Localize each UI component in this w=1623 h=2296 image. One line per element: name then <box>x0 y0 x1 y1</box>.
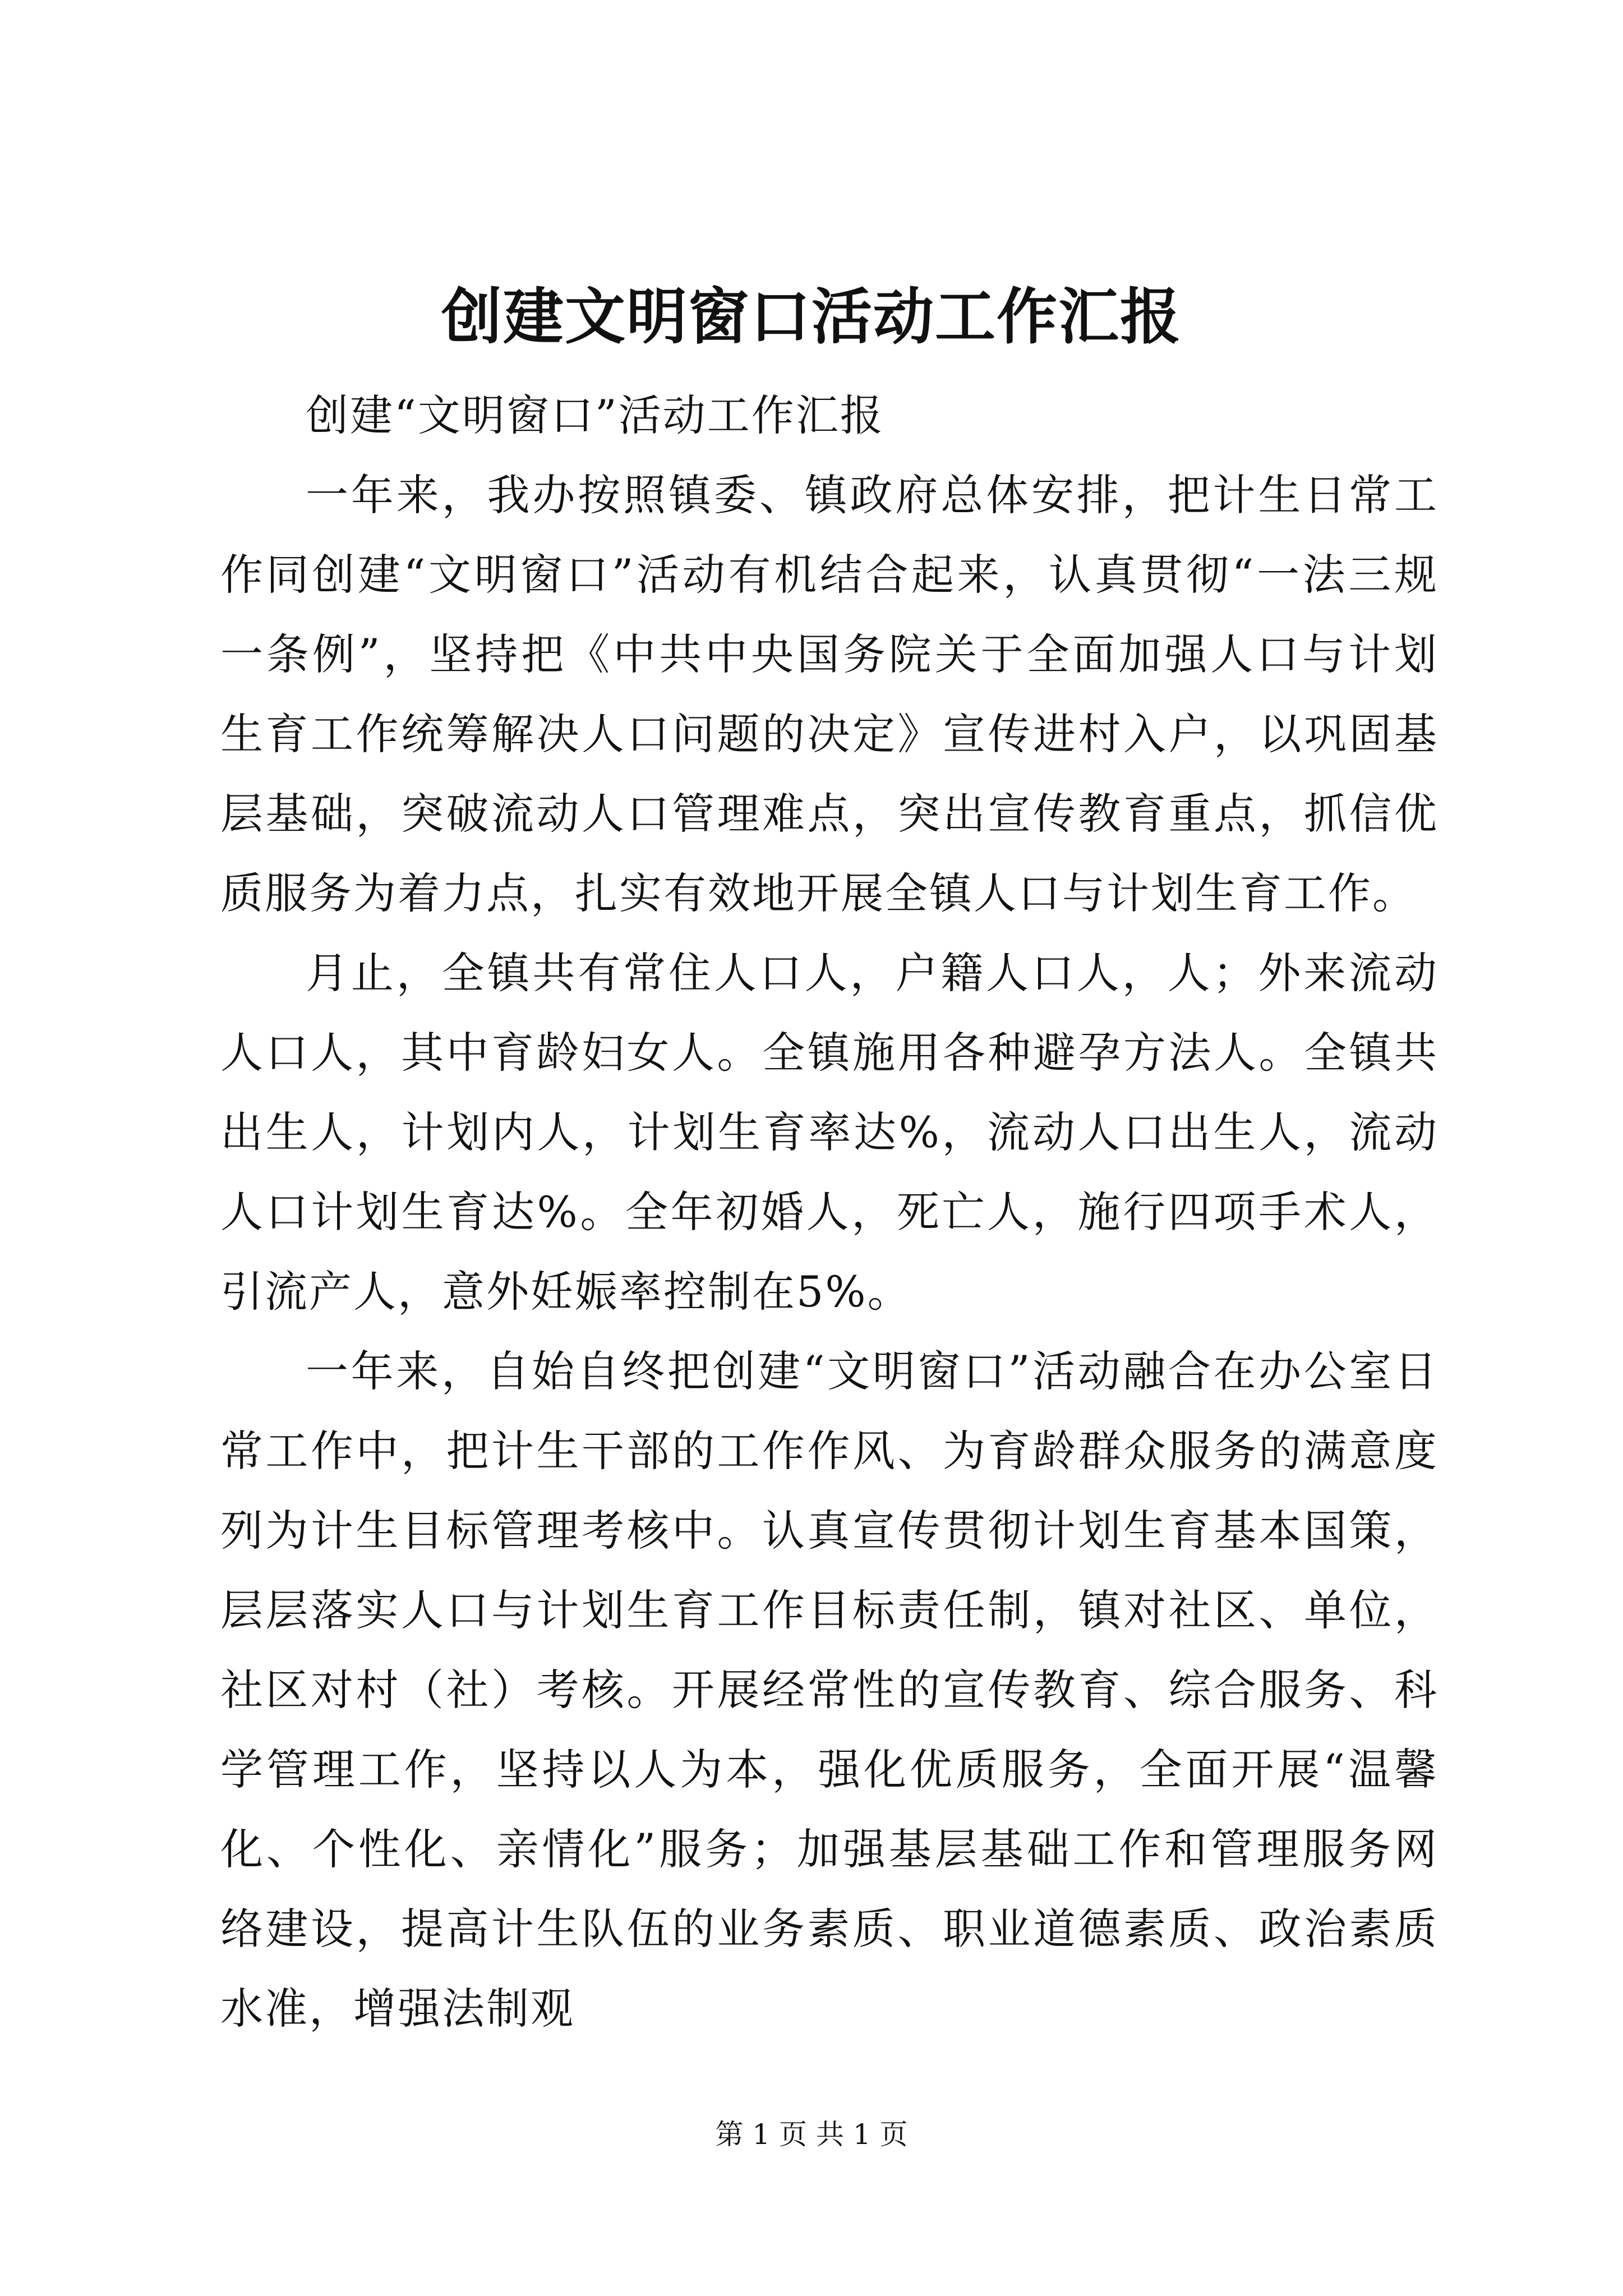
paragraph-subtitle: 创建“文明窗口”活动工作汇报 <box>306 390 884 440</box>
document-title: 创建文明窗口活动工作汇报 <box>441 282 1182 352</box>
document-body <box>220 376 1438 2049</box>
paragraph-measures: 一年来，自始自终把创建“文明窗口”活动融合在办公室日常工作中，把计生干部的工作作风、为育龄群众服务的满意度列为计生目标管理考核中。认真宣传贯彻计划生育基本国策，层层落实人口与计划生育工作目标责任制，镇对社区、单位，社区对村（社）考核。开展经常性的宣传教育、综合服务、科学管理工作，坚持以人为本，强化优质服务，全面开展“温馨化、个性化、亲情化”服务；加强基层基础工作和管理服务网络建设，提高计生队伍的业务素质、职业道德素质、政治素质水准，增强法制观 <box>220 1346 1438 2033</box>
page-footer: 第 1 页 共 1 页 <box>715 2118 908 2151</box>
paragraph-statistics: 月止，全镇共有常住人口人，户籍人口人，人；外来流动人口人，其中育龄妇女人。全镇施用各种避孕方法人。全镇共出生人，计划内人，计划生育率达%，流动人口出生人，流动人口计划生育达%。全年初婚人，死亡人，施行四项手术人，引流产人，意外妊娠率控制在5%。 <box>220 948 1438 1317</box>
paragraph-overview: 一年来，我办按照镇委、镇政府总体安排，把计生日常工作同创建“文明窗口”活动有机结合起来，认真贯彻“一法三规一条例”，坚持把《中共中央国务院关于全面加强人口与计划生育工作统筹解决人口问题的决定》宣传进村入户，以巩固基层基础，突破流动人口管理难点，突出宣传教育重点，抓信优质服务为着力点，扎实有效地开展全镇人口与计划生育工作。 <box>220 470 1438 918</box>
